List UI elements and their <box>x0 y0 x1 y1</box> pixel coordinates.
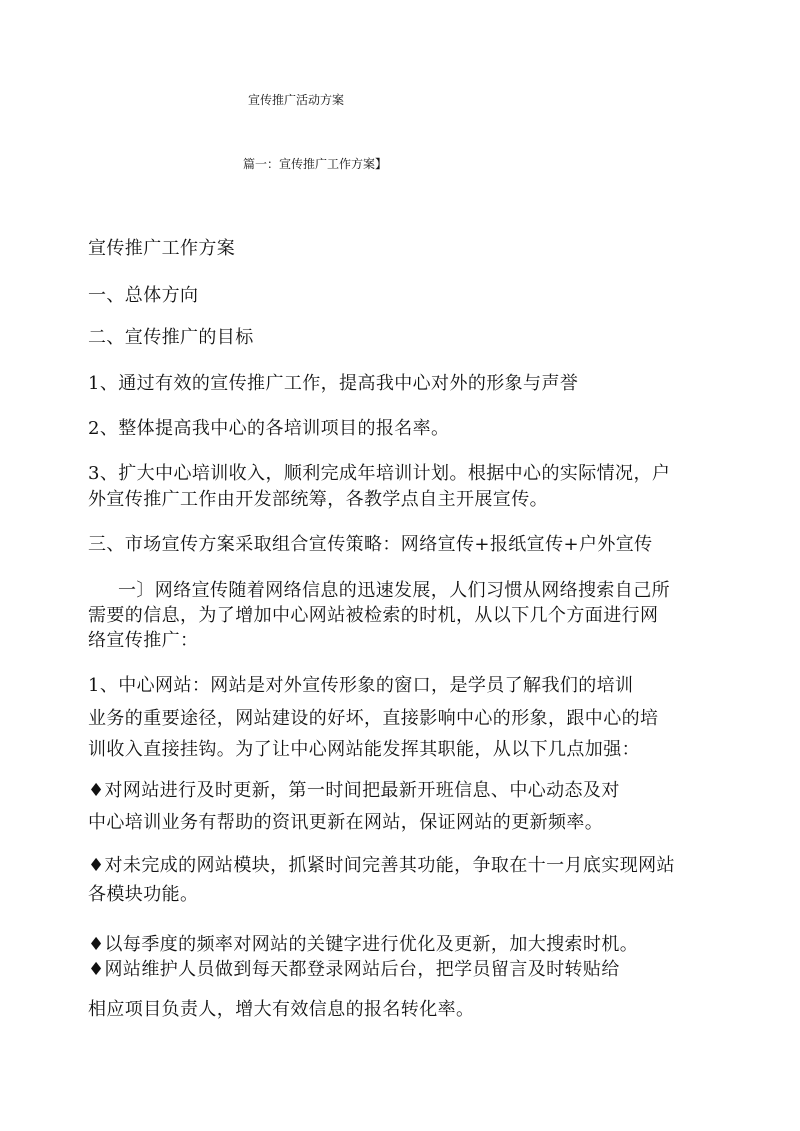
bullet-item-2-line1: ♦对未完成的网站模块，抓紧时间完善其功能，争取在十一月底实现网站 <box>88 855 675 876</box>
website-paragraph-line1: 1、中心网站：网站是对外宣传形象的窗口，是学员了解我们的培训 <box>88 675 634 696</box>
document-subtitle: 篇一：宣传推广工作方案】 <box>243 157 388 171</box>
website-paragraph-line3: 训收入直接挂钩。为了让中心网站能发挥其职能，从以下几点加强： <box>88 739 640 760</box>
heading-overall-direction: 一、总体方向 <box>88 285 199 306</box>
bullet-item-3: ♦以每季度的频率对网站的关键字进行优化及更新，加大搜索时机。 <box>88 934 639 955</box>
goal-item-2: 2、整体提高我中心的各培训项目的报名率。 <box>88 418 450 439</box>
section-heading: 宣传推广工作方案 <box>88 238 236 259</box>
bullet-item-4-line1: ♦网站维护人员做到每天都登录网站后台，把学员留言及时转贴给 <box>88 959 620 980</box>
goal-item-3-line1: 3、扩大中心培训收入，顺利完成年培训计划。根据中心的实际情况，户 <box>88 463 671 484</box>
bullet-item-2-line2: 各模块功能。 <box>88 884 199 905</box>
bullet-item-4-line2: 相应项目负责人，增大有效信息的报名转化率。 <box>88 999 475 1020</box>
bullet-item-1-line1: ♦对网站进行及时更新，第一时间把最新开班信息、中心动态及对 <box>88 780 620 801</box>
bullet-item-1-line2: 中心培训业务有帮助的资讯更新在网站，保证网站的更新频率。 <box>88 812 604 833</box>
goal-item-3-line2: 外宣传推广工作由开发部统筹，各教学点自主开展宣传。 <box>88 489 548 510</box>
document-title: 宣传推广活动方案 <box>248 93 345 107</box>
heading-strategy: 三、市场宣传方案采取组合宣传策略：网络宣传+报纸宣传+户外宣传 <box>88 534 653 555</box>
heading-goals: 二、宣传推广的目标 <box>88 327 254 348</box>
online-paragraph-line2: 需要的信息，为了增加中心网站被检索的时机，从以下几个方面进行网 <box>88 605 659 626</box>
online-paragraph-line1: 一〕网络宣传随着网络信息的迅速发展，人们习惯从网络搜索自己所 <box>118 580 670 601</box>
website-paragraph-line2: 业务的重要途径，网站建设的好坏，直接影响中心的形象，跟中心的培 <box>88 708 659 729</box>
online-paragraph-line3: 络宣传推广： <box>88 630 199 651</box>
goal-item-1: 1、通过有效的宣传推广工作，提高我中心对外的形象与声誉 <box>88 373 579 394</box>
